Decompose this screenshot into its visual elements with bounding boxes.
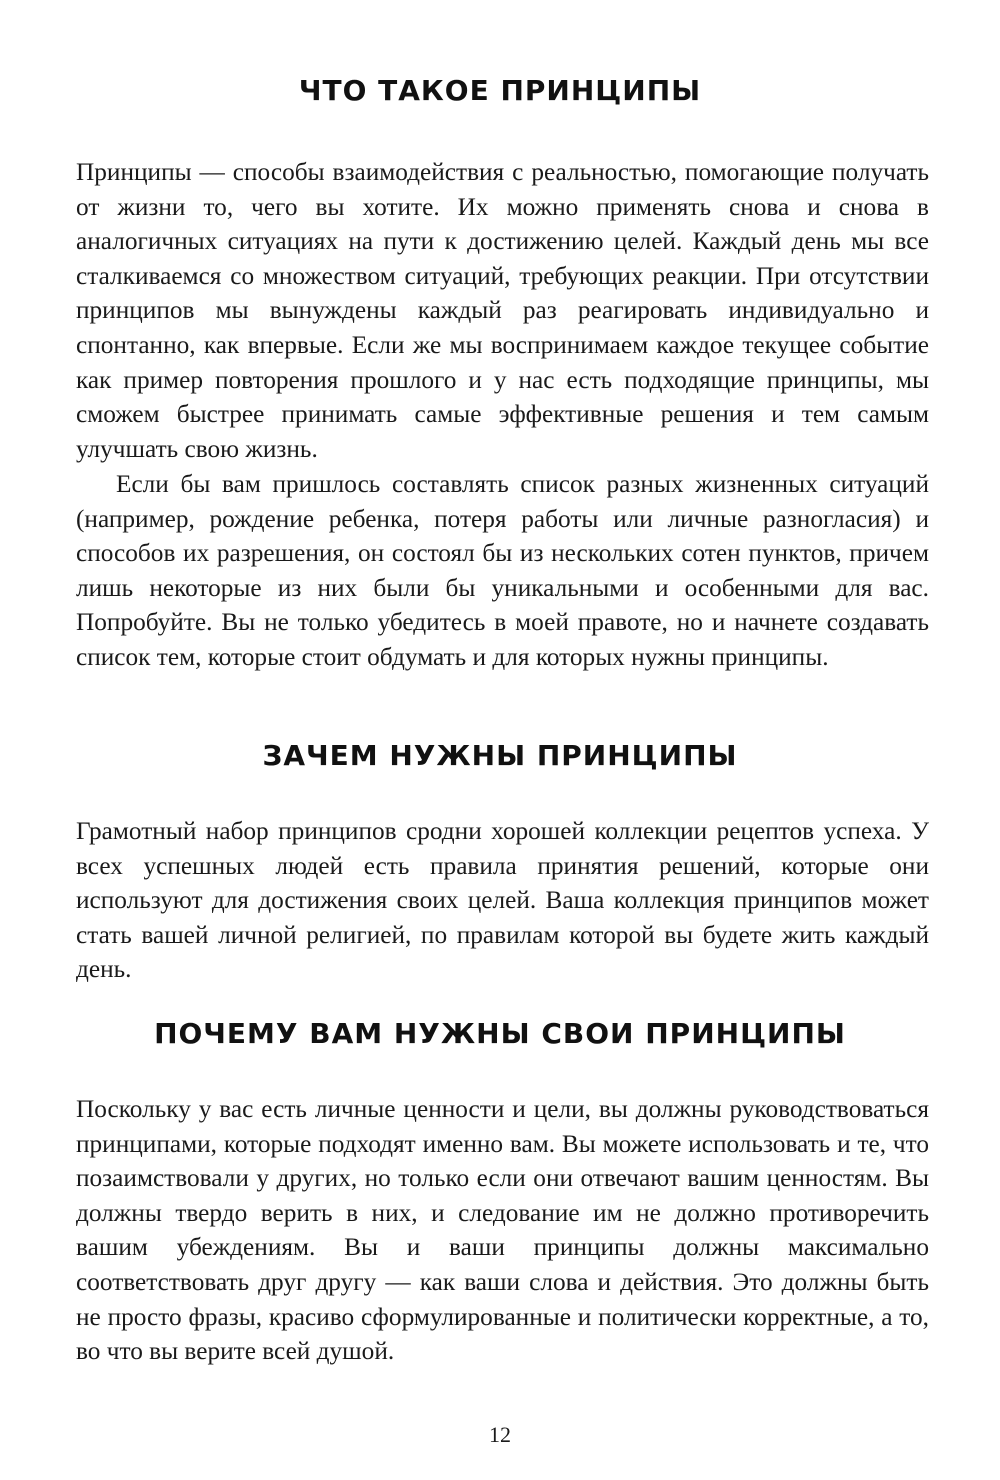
paragraph-why-your-own-principles-1: Поскольку у вас есть личные ценности и цели, вы должны руководствоваться принципами, которые подходят именно вам. Вы можете использовать и те, что позаимствовали у других, но только если они отвечают вашим ценностям. Вы должны твердо верить в них, и следование им не должно противоречить вашим убеждениям. Вы и ваши принципы должны максимально соответствовать друг другу — как ваши слова и действия. Это должны быть не просто фразы, красиво сформулированные и политически корректные, а то, во что вы верите всей душой. bbox=[76, 1095, 929, 1366]
section-heading-why-your-own-principles: ПОЧЕМУ ВАМ НУЖНЫ СВОИ ПРИНЦИПЫ bbox=[154, 1017, 846, 1050]
paragraph-why-principles-1: Грамотный набор принципов сродни хорошей коллекции рецептов успеха. У всех успешных людей есть правила принятия решений, которые они используют для достижения своих целей. Ваша коллекция принципов может стать вашей личной религией, по правилам которой вы будете жить каждый день. bbox=[76, 817, 929, 984]
section-heading-what-are-principles: ЧТО ТАКОЕ ПРИНЦИПЫ bbox=[298, 74, 702, 107]
section-heading-why-principles: ЗАЧЕМ НУЖНЫ ПРИНЦИПЫ bbox=[262, 739, 738, 772]
page-number: 12 bbox=[489, 1422, 511, 1447]
paragraph-what-are-principles-2: Если бы вам пришлось составлять список разных жизненных ситуаций (например, рождение ребенка, потеря работы или личные разногласия) и способов их разрешения, он состоял бы из нескольких сотен пунктов, причем лишь некоторые из них были бы уникальными и особенными для вас. Попробуйте. Вы не только убедитесь в моей правоте, но и начнете создавать список тем, которые стоит обдумать и для которых нужны принципы. bbox=[76, 470, 929, 671]
paragraph-what-are-principles-1: Принципы — способы взаимодействия с реальностью, помогающие получать от жизни то, чего вы хотите. Их можно применять снова и снова в аналогичных ситуациях на пути к достижению целей. Каждый день мы все сталкиваемся со множеством ситуаций, требующих реакции. При отсутствии принципов мы вынуждены каждый раз реагировать индивидуально и спонтанно, как впервые. Если же мы воспринимаем каждое текущее событие как пример повторения прошлого и у нас есть подходящие принципы, мы сможем быстрее принимать самые эффективные решения и тем самым улучшать свою жизнь. bbox=[76, 158, 929, 463]
